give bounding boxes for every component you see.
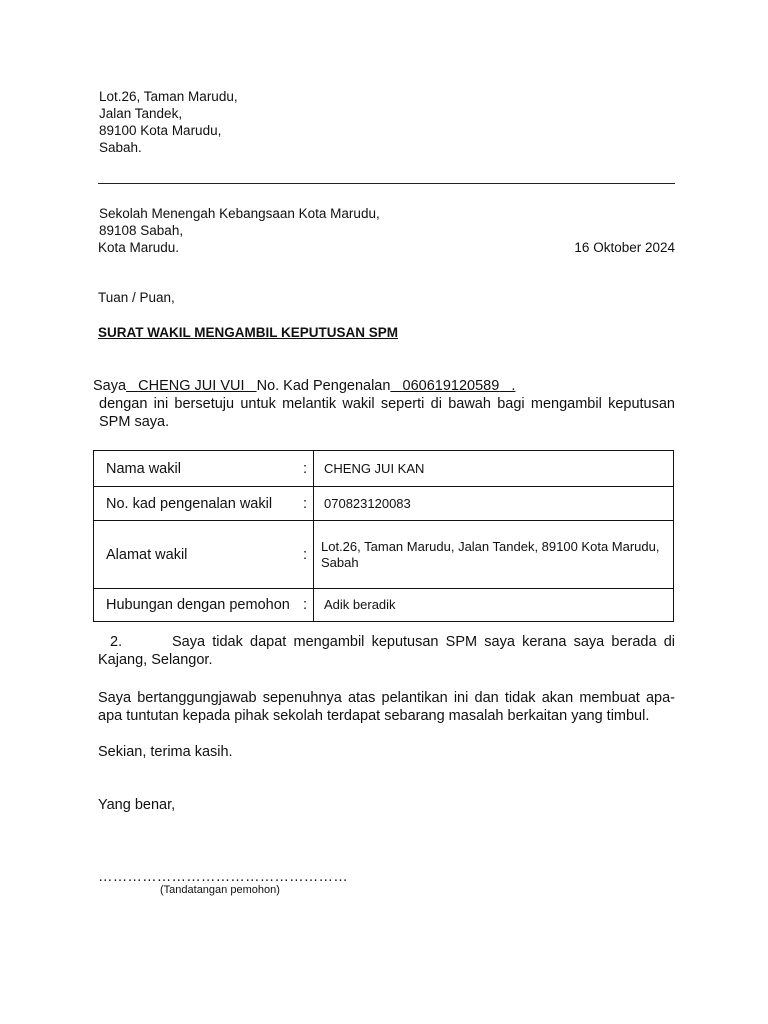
representative-table xyxy=(93,450,674,622)
letter-title: SURAT WAKIL MENGAMBIL KEPUTUSAN SPM xyxy=(98,325,399,340)
row-label-cell xyxy=(94,451,314,487)
paragraph-3: Saya bertanggungjawab sepenuhnya atas pelantikan ini dan tidak akan membuat apa-apa tuntutan kepada pihak sekolah terdapat sebarang masalah berkaitan yang timbul. xyxy=(98,690,675,724)
recipient-address-line: Sekolah Menengah Kebangsaan Kota Marudu, xyxy=(99,206,380,221)
recipient-address-line: Kota Marudu. xyxy=(98,240,180,255)
row-value: CHENG JUI KAN xyxy=(314,451,674,487)
row-label-cell xyxy=(94,487,314,521)
row-label: Hubungan dengan pemohon xyxy=(106,597,290,613)
signature-caption: (Tandatangan pemohon) xyxy=(160,884,280,896)
row-colon: : xyxy=(302,597,307,613)
row-value: 070823120083 xyxy=(314,487,674,521)
sender-address xyxy=(99,88,238,156)
sender-address-line: Sabah. xyxy=(99,140,142,155)
letter-date: 16 Oktober 2024 xyxy=(574,240,675,255)
table-row xyxy=(94,487,674,521)
row-label: Nama wakil xyxy=(106,460,181,477)
row-colon: : xyxy=(302,495,307,512)
row-label: No. kad pengenalan wakil xyxy=(106,495,273,512)
sender-address-line: 89100 Kota Marudu, xyxy=(99,123,222,138)
sender-address-line: Jalan Tandek, xyxy=(99,106,183,121)
greeting: Tuan / Puan, xyxy=(98,290,175,305)
consent-text: dengan ini bersetuju untuk melantik wakil seperti di bawah bagi mengambil keputusan SPM saya. xyxy=(99,396,675,430)
sender-address-line: Lot.26, Taman Marudu, xyxy=(99,89,238,104)
row-label-cell xyxy=(94,521,314,589)
paragraph-2-text: Saya tidak dapat mengambil keputusan SPM saya kerana saya berada di Kajang, Selangor. xyxy=(98,634,675,668)
recipient-address xyxy=(99,205,679,256)
row-label-cell xyxy=(94,589,314,622)
recipient-address-line: 89108 Sabah, xyxy=(99,223,184,238)
table-row xyxy=(94,451,674,487)
table-row xyxy=(94,521,674,589)
table-row xyxy=(94,589,674,622)
row-colon: : xyxy=(302,460,307,477)
paragraph-number: 2. xyxy=(110,634,123,650)
row-label: Alamat wakil xyxy=(106,546,188,563)
divider-line xyxy=(98,183,675,184)
applicant-prefix: Saya xyxy=(93,378,127,394)
row-colon: : xyxy=(302,546,307,563)
signature-line: …………………………………………… xyxy=(98,869,348,885)
row-value: Adik beradik xyxy=(314,589,674,622)
ic-label: No. Kad Pengenalan xyxy=(256,378,391,394)
applicant-line xyxy=(93,377,515,395)
paragraph-2 xyxy=(98,633,675,669)
closing: Sekian, terima kasih. xyxy=(98,744,233,760)
applicant-ic-number: 060619120589 . xyxy=(402,378,516,394)
row-value: Lot.26, Taman Marudu, Jalan Tandek, 89100 Kota Marudu, Sabah xyxy=(314,521,674,589)
applicant-name: CHENG JUI VUI xyxy=(138,378,245,394)
sign-off: Yang benar, xyxy=(98,797,176,813)
